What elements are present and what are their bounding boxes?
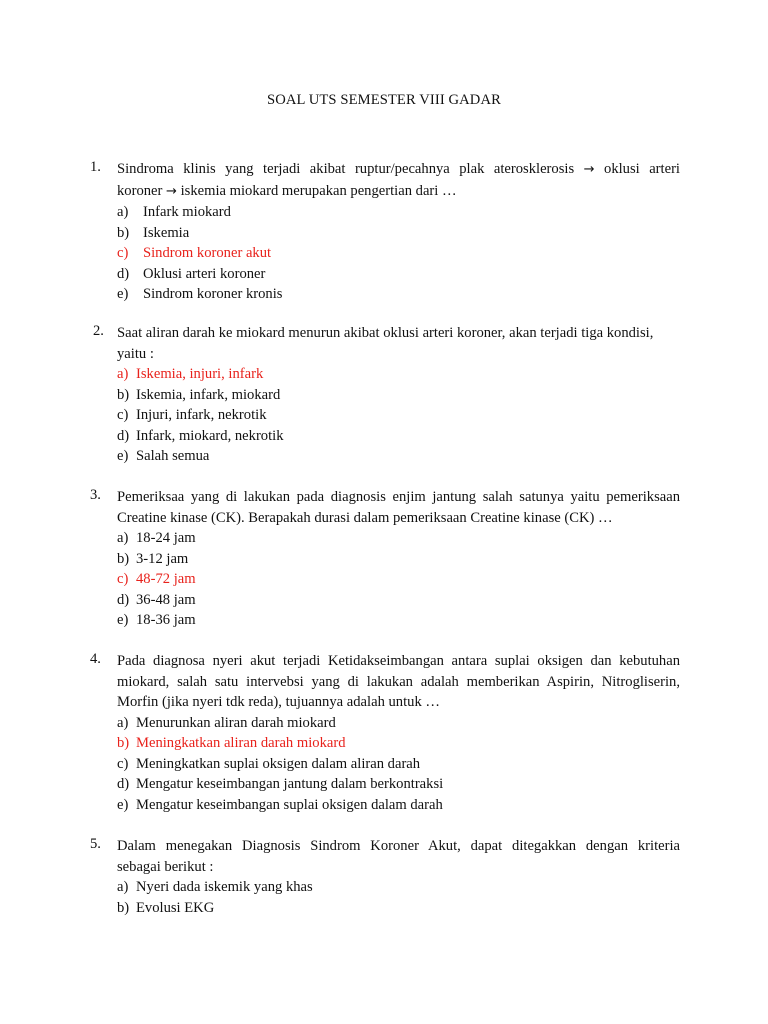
question-number: 3. [90, 487, 101, 503]
options-list [117, 202, 680, 305]
question-text [117, 487, 680, 528]
question-line: koroner → iskemia miokard merupakan pengertian dari … [117, 182, 457, 199]
option-c: c) Meningkatkan suplai oksigen dalam aliran darah [117, 755, 421, 772]
option-e: e) Salah semua [117, 448, 210, 465]
option-e: e) 18-36 jam [117, 612, 196, 629]
question-line: Creatine kinase (CK). Berapakah durasi dalam pemeriksaan Creatine kinase (CK) … [117, 509, 613, 526]
option-a-answer: a) Iskemia, injuri, infark [117, 366, 264, 382]
question-2 [90, 323, 680, 467]
question-4 [90, 651, 680, 815]
options-list [117, 877, 680, 918]
question-5 [90, 836, 680, 918]
option-a: a) Nyeri dada iskemik yang khas [117, 879, 313, 895]
options-list [117, 528, 680, 631]
option-b: b) 3-12 jam [117, 550, 189, 567]
question-1 [90, 159, 680, 305]
question-line: Sindroma klinis yang terjadi akibat ruptur/pecahnya plak aterosklerosis → oklusi arteri [117, 161, 680, 177]
question-number: 2. [93, 323, 104, 339]
option-a: a) Menurunkan aliran darah miokard [117, 714, 336, 731]
question-line: Dalam menegakan Diagnosis Sindrom Koroner Akut, dapat ditegakkan dengan kriteria [117, 838, 680, 854]
option-d: d) Oklusi arteri koroner [117, 265, 266, 282]
question-number: 4. [90, 651, 101, 667]
options-list [117, 364, 680, 467]
question-line: Pada diagnosa nyeri akut terjadi Ketidakseimbangan antara suplai oksigen dan kebutuhan [117, 653, 680, 669]
option-c: c) Injuri, infark, nekrotik [117, 407, 267, 424]
option-b: b) Iskemia [117, 224, 190, 241]
page-title: SOAL UTS SEMESTER VIII GADAR [267, 92, 501, 108]
question-line: Saat aliran darah ke miokard menurun akibat oklusi arteri koroner, akan terjadi tiga kondisi, [117, 325, 654, 341]
option-b: b) Evolusi EKG [117, 899, 215, 916]
arrow-icon: → [166, 183, 177, 199]
option-a: a) 18-24 jam [117, 530, 196, 546]
option-b: b) Iskemia, infark, miokard [117, 386, 281, 403]
question-text [117, 651, 680, 713]
option-d: d) 36-48 jam [117, 591, 196, 608]
option-c-answer: c) 48-72 jam [117, 571, 196, 588]
option-e: e) Mengatur keseimbangan suplai oksigen dalam darah [117, 796, 443, 813]
question-text [117, 159, 680, 202]
question-text [117, 323, 680, 364]
option-c-answer: c) Sindrom koroner akut [117, 245, 272, 262]
question-3 [90, 487, 680, 631]
question-line: miokard, salah satu intervebsi yang di lakukan adalah memberikan Aspirin, Nitrogliserin, [117, 673, 680, 690]
question-number: 1. [90, 159, 101, 175]
option-d: d) Infark, miokard, nekrotik [117, 427, 284, 444]
question-line: Pemeriksaa yang di lakukan pada diagnosis enjim jantung salah satunya yaitu pemeriksaan [117, 489, 680, 505]
option-b-answer: b) Meningkatkan aliran darah miokard [117, 735, 346, 752]
option-e: e) Sindrom koroner kronis [117, 286, 283, 303]
question-line: Morfin (jika nyeri tdk reda), tujuannya adalah untuk … [117, 694, 440, 710]
question-number: 5. [90, 836, 101, 852]
options-list [117, 713, 680, 816]
question-text [117, 836, 680, 877]
arrow-icon: → [583, 162, 595, 177]
question-line: sebagai berikut : [117, 858, 214, 875]
option-a: a) Infark miokard [117, 204, 231, 220]
question-line: yaitu : [117, 345, 154, 362]
option-d: d) Mengatur keseimbangan jantung dalam berkontraksi [117, 776, 444, 793]
